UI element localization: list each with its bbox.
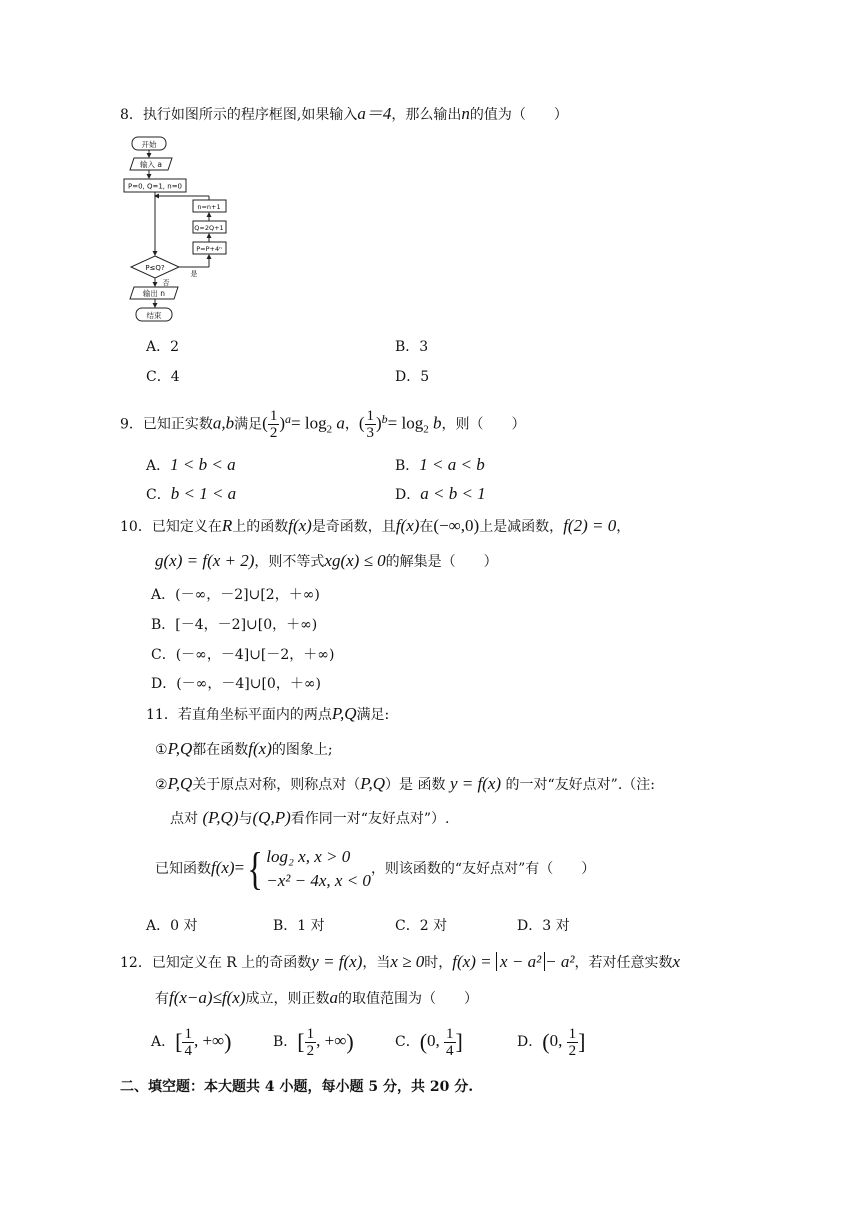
q10-option-d[interactable]: D．(－∞，－4]∪[0，＋∞) bbox=[151, 676, 321, 692]
q8-option-d[interactable]: D．5 bbox=[395, 369, 430, 385]
q9-stem: 9．已知正实数a,b满足( $\frac{1}{2}$ )$^a= \log_2 a$，( $\frac{1}{3}$ )$^b= \log_2 b$，则（ ） bbox=[120, 408, 526, 442]
q12-option-d[interactable]: D．(0, $\frac{1}{2}$ ] bbox=[517, 1025, 586, 1059]
q9-option-a[interactable]: A．1 < b < a bbox=[146, 455, 236, 474]
q9-exp2: b bbox=[381, 412, 388, 426]
q11-case-1: log₂ x, x > 0 bbox=[266, 847, 351, 866]
q9-number: 9． bbox=[120, 416, 143, 433]
fc-no-label: 否 bbox=[162, 279, 170, 287]
q11-note: 点对 (P,Q)与(Q,P)看作同一对“友好点对”）. bbox=[170, 808, 450, 827]
q8-text-post: 的值为（ ） bbox=[469, 107, 568, 123]
fc-init-label: P=0, Q=1, n=0 bbox=[127, 182, 183, 191]
fc-start-label: 开始 bbox=[141, 140, 157, 149]
q9-rhs2: = log bbox=[387, 413, 424, 433]
q10-option-a[interactable]: A．(－∞，－2]∪[2，＋∞) bbox=[151, 587, 320, 603]
q8-condition: a＝4 bbox=[357, 104, 392, 123]
q8-var-n: n bbox=[461, 104, 470, 123]
fc-step1-label: n=n+1 bbox=[197, 203, 221, 211]
q9-frac1: $\frac{1}{2}$ bbox=[269, 408, 278, 442]
q8-option-a[interactable]: A．2 bbox=[146, 339, 180, 355]
q8-option-c[interactable]: C．4 bbox=[146, 369, 180, 385]
q11-option-d[interactable]: D．3 对 bbox=[517, 918, 570, 934]
fc-output-label: 输出 n bbox=[142, 289, 166, 298]
q9-text-post: ，则（ ） bbox=[441, 416, 526, 433]
q11-option-a[interactable]: A．0 对 bbox=[146, 918, 198, 934]
q11-case-2: −x² − 4x, x < 0 bbox=[266, 871, 371, 890]
fc-decision-label: P≤Q? bbox=[145, 264, 165, 272]
q10-stem-line2: g(x) = f(x + 2)，则不等式xg(x) ≤ 0的解集是（ ） bbox=[155, 551, 498, 570]
q10-stem-line1: 10．已知定义在R上的函数f(x)是奇函数，且f(x)在(−∞,0)上是减函数，f(2) = 0， bbox=[120, 516, 631, 535]
q9-text-mid: 满足 bbox=[234, 416, 263, 433]
q12-abs: x − a² bbox=[496, 952, 545, 971]
q8-text: 执行如图所示的程序框图,如果输入 bbox=[142, 107, 358, 123]
q10-option-b[interactable]: B．[－4，－2]∪[0，＋∞) bbox=[151, 617, 318, 633]
q12-option-a[interactable]: A．[ $\frac{1}{4}$ , +∞) bbox=[151, 1025, 232, 1059]
q8-flowchart bbox=[122, 133, 232, 325]
q11-condition-2: ②P,Q关于原点对称，则称点对（P,Q）是 函数 y = f(x) 的一对“友好点对”.（注: bbox=[155, 774, 655, 793]
q10-number: 10． bbox=[120, 519, 152, 535]
q12-option-b[interactable]: B．[ $\frac{1}{2}$ , +∞) bbox=[273, 1025, 354, 1059]
q9-text: 已知正实数 bbox=[142, 416, 213, 433]
q11-function-def: 已知函数f(x)={ log₂ x, x > 0 −x² − 4x, x < 0 ，则该函数的“友好点对”有（ ） bbox=[155, 843, 596, 894]
q9-rhs1: = log bbox=[291, 413, 327, 433]
q8-number: 8． bbox=[120, 107, 143, 123]
q12-number: 12． bbox=[120, 955, 152, 971]
q11-stem-line1: 11．若直角坐标平面内的两点P,Q满足: bbox=[146, 704, 390, 723]
q8-option-b[interactable]: B．3 bbox=[395, 339, 429, 355]
fc-input-label: 输入 a bbox=[140, 160, 162, 169]
q11-option-b[interactable]: B．1 对 bbox=[273, 918, 325, 934]
q9-exp1: a bbox=[285, 412, 292, 426]
fc-step2-label: Q=2Q+1 bbox=[194, 224, 224, 232]
q12-stem-line1: 12．已知定义在 R 上的奇函数y = f(x)，当x ≥ 0时，f(x) = x − a² − a²，若对任意实数x bbox=[120, 952, 681, 971]
q8-stem bbox=[120, 104, 568, 125]
q11-number: 11． bbox=[146, 707, 178, 723]
q9-option-b[interactable]: B．1 < a < b bbox=[395, 455, 485, 474]
q11-condition-1: ①P,Q都在函数f(x)的图象上; bbox=[155, 739, 333, 758]
q9-option-c[interactable]: C．b < 1 < a bbox=[146, 484, 237, 503]
q12-option-c[interactable]: C．(0, $\frac{1}{4}$ ] bbox=[395, 1025, 463, 1059]
q9-option-d[interactable]: D．a < b < 1 bbox=[395, 484, 486, 503]
q11-option-c[interactable]: C．2 对 bbox=[395, 918, 448, 934]
section-2-heading: 二、填空题：本大题共 4 小题，每小题 5 分，共 20 分. bbox=[120, 1079, 474, 1095]
q10-option-c[interactable]: C．(－∞，－4]∪[－2，＋∞) bbox=[151, 647, 335, 663]
q9-vars: a,b bbox=[212, 413, 235, 433]
fc-step3-label: P=P+4ⁿ bbox=[196, 245, 222, 253]
fc-yes-label: 是 bbox=[190, 270, 198, 278]
fc-end-label: 结束 bbox=[146, 311, 162, 320]
q9-frac2: $\frac{1}{3}$ bbox=[366, 408, 374, 442]
q12-stem-line2: 有f(x−a)≤f(x)成立，则正数a的取值范围为（ ） bbox=[155, 988, 478, 1007]
q8-text-mid: ，那么输出 bbox=[391, 107, 462, 123]
